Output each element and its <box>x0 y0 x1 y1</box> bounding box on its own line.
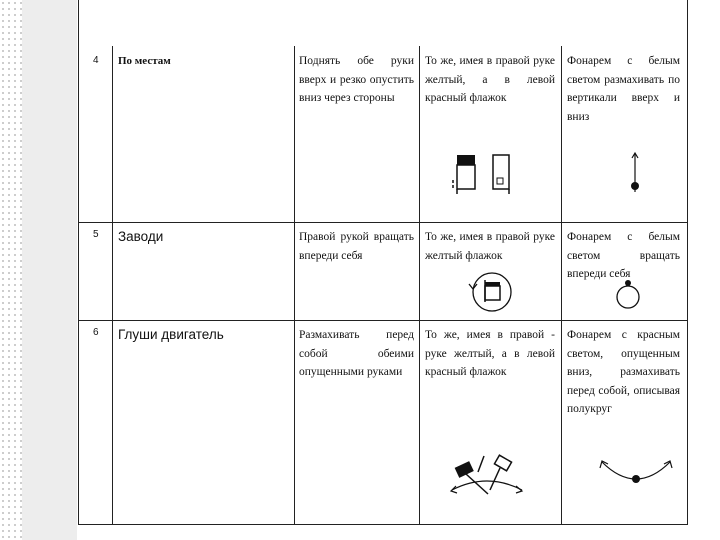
row-number: 6 <box>93 327 99 338</box>
flag-rotation-icon <box>466 270 518 314</box>
row-divider <box>78 222 688 223</box>
flag-signal-text: То же, имея в правой - руке желтый, а в левой красный флажок <box>425 329 555 378</box>
flag-signal-text: То же, имея в правой руке желтый, а в левой красный флажок <box>425 55 555 104</box>
column-divider <box>561 46 562 524</box>
flag-signal-text: То же, имея в правой руке желтый флажок <box>425 231 555 262</box>
lantern-signal-text: Фонарем с красным светом, опущенным вниз, размахивать перед собой, описывая полукруг <box>567 329 680 415</box>
crossed-flags-swing-icon <box>448 450 526 500</box>
lantern-vertical-swing-icon <box>625 152 645 197</box>
row-number: 5 <box>93 229 99 240</box>
row-number: 4 <box>93 55 99 66</box>
column-divider <box>419 46 420 524</box>
command-name: По местам <box>118 55 171 67</box>
hand-signal-text: Правой рукой вращать впереди себя <box>299 231 414 262</box>
command-name: Заводи <box>118 229 164 244</box>
hand-signal-text: Поднять обе руки вверх и резко опустить вниз через стороны <box>299 55 414 104</box>
lantern-circle-icon <box>614 278 644 314</box>
row-divider <box>78 320 688 321</box>
left-gray-band <box>22 0 77 540</box>
column-divider <box>294 46 295 524</box>
lantern-signal-text: Фонарем с белым светом размахивать по вертикали вверх и вниз <box>567 55 680 123</box>
command-name: Глуши двигатель <box>118 327 224 342</box>
background-pattern <box>0 0 22 540</box>
lantern-signal-text: Фонарем с белым светом вращать впереди себя <box>567 231 680 280</box>
two-flags-raised-icon <box>450 150 520 200</box>
column-divider <box>112 46 113 524</box>
hand-signal-text: Размахивать перед собой обеими опущенными руками <box>299 329 414 378</box>
lantern-semicircle-icon <box>598 456 676 496</box>
